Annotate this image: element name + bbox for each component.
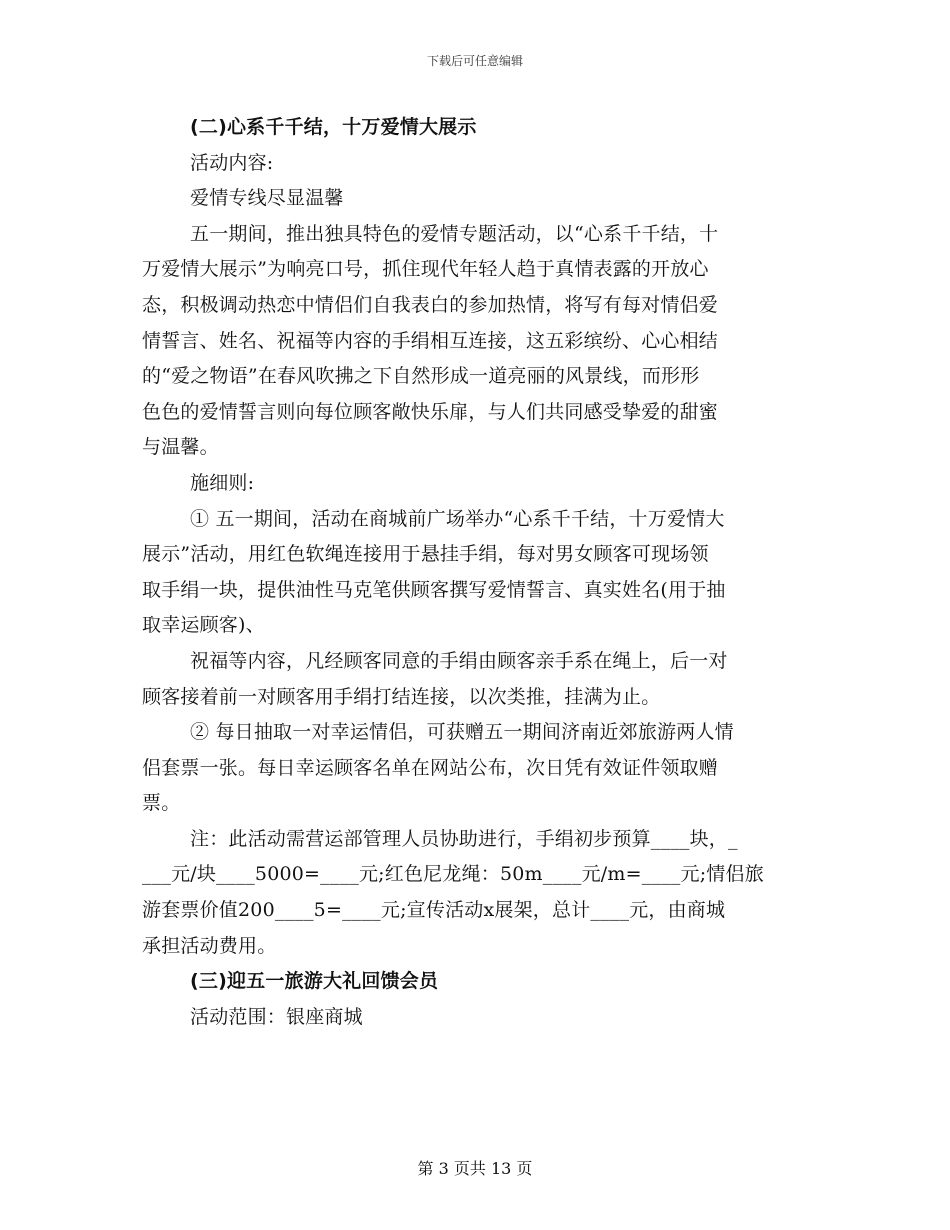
paragraph-line: 万爱情大展示”为响亮口号，抓住现代年轻人趋于真情表露的开放心 [142,258,709,281]
rule-item-2: ② 每日抽取一对幸运情侣，可获赠五一期间济南近郊旅游两人情 [190,721,734,744]
paragraph-line: 与温馨。 [142,436,219,459]
paragraph-line: 票。 [142,792,181,815]
page-header: 下载后可任意编辑 [426,54,523,68]
paragraph-line: 色色的爱情誓言则向每位顾客敞快乐扉，与人们共同感受挚爱的甜蜜 [142,400,719,423]
paragraph-line: 取幸运顾客)、 [142,614,265,637]
paragraph-line: 承担活动费用。 [142,934,277,957]
paragraph-line: 五一期间，推出独具特色的爱情专题活动，以“心系千千结，十 [190,222,719,245]
document-body [142,110,810,1035]
paragraph-line: 侣套票一张。每日幸运顾客名单在网站公布，次日凭有效证件领取赠 [142,756,719,779]
paragraph-line: 顾客接着前一对顾客用手绢打结连接，以次类推，挂满为止。 [142,685,661,708]
paragraph-line: 情誓言、姓名、祝福等内容的手绢相互连接，这五彩缤纷、心心相结 [142,329,719,352]
paragraph-line: 祝福等内容，凡经顾客同意的手绢由顾客亲手系在绳上，后一对 [190,649,728,672]
section-heading-3: (三)迎五一旅游大礼回馈会员 [190,970,439,993]
section-heading-2: (二)心系千千结，十万爱情大展示 [190,116,477,138]
paragraph-line: 的“爱之物语”在春风吹拂之下自然形成一道亮丽的风景线，而形形 [142,365,700,388]
paragraph-line: 展示”活动，用红色软绳连接用于悬挂手绢，每对男女顾客可现场领 [142,543,709,566]
paragraph-line: 态，积极调动热恋中情侣们自我表白的参加热情，将写有每对情侣爱 [142,293,719,316]
rules-label: 施细则: [190,471,255,494]
paragraph-line: ___元/块____5000=____元;红色尼龙绳：50m____元/m=____元;情侣旅 [142,863,764,886]
activity-scope-line: 活动范围：银座商城 [190,1005,363,1028]
paragraph-line: 取手绢一块，提供油性马克笔供顾客撰写爱情誓言、真实姓名(用于抽 [142,578,726,601]
subheading-love-line: 爱情专线尽显温馨 [190,187,344,210]
paragraph-line: 游套票价值200____5=____元;宣传活动x展架，总计____元，由商城 [142,899,726,922]
note-line: 注：此活动需营运部管理人员协助进行，手绢初步预算____块，_ [190,827,738,850]
activity-content-label: 活动内容: [190,151,274,174]
rule-item-1: ① 五一期间，活动在商城前广场举办“心系千千结，十万爱情大 [190,507,725,530]
page-footer: 第 3 页共 13 页 [417,1159,533,1178]
